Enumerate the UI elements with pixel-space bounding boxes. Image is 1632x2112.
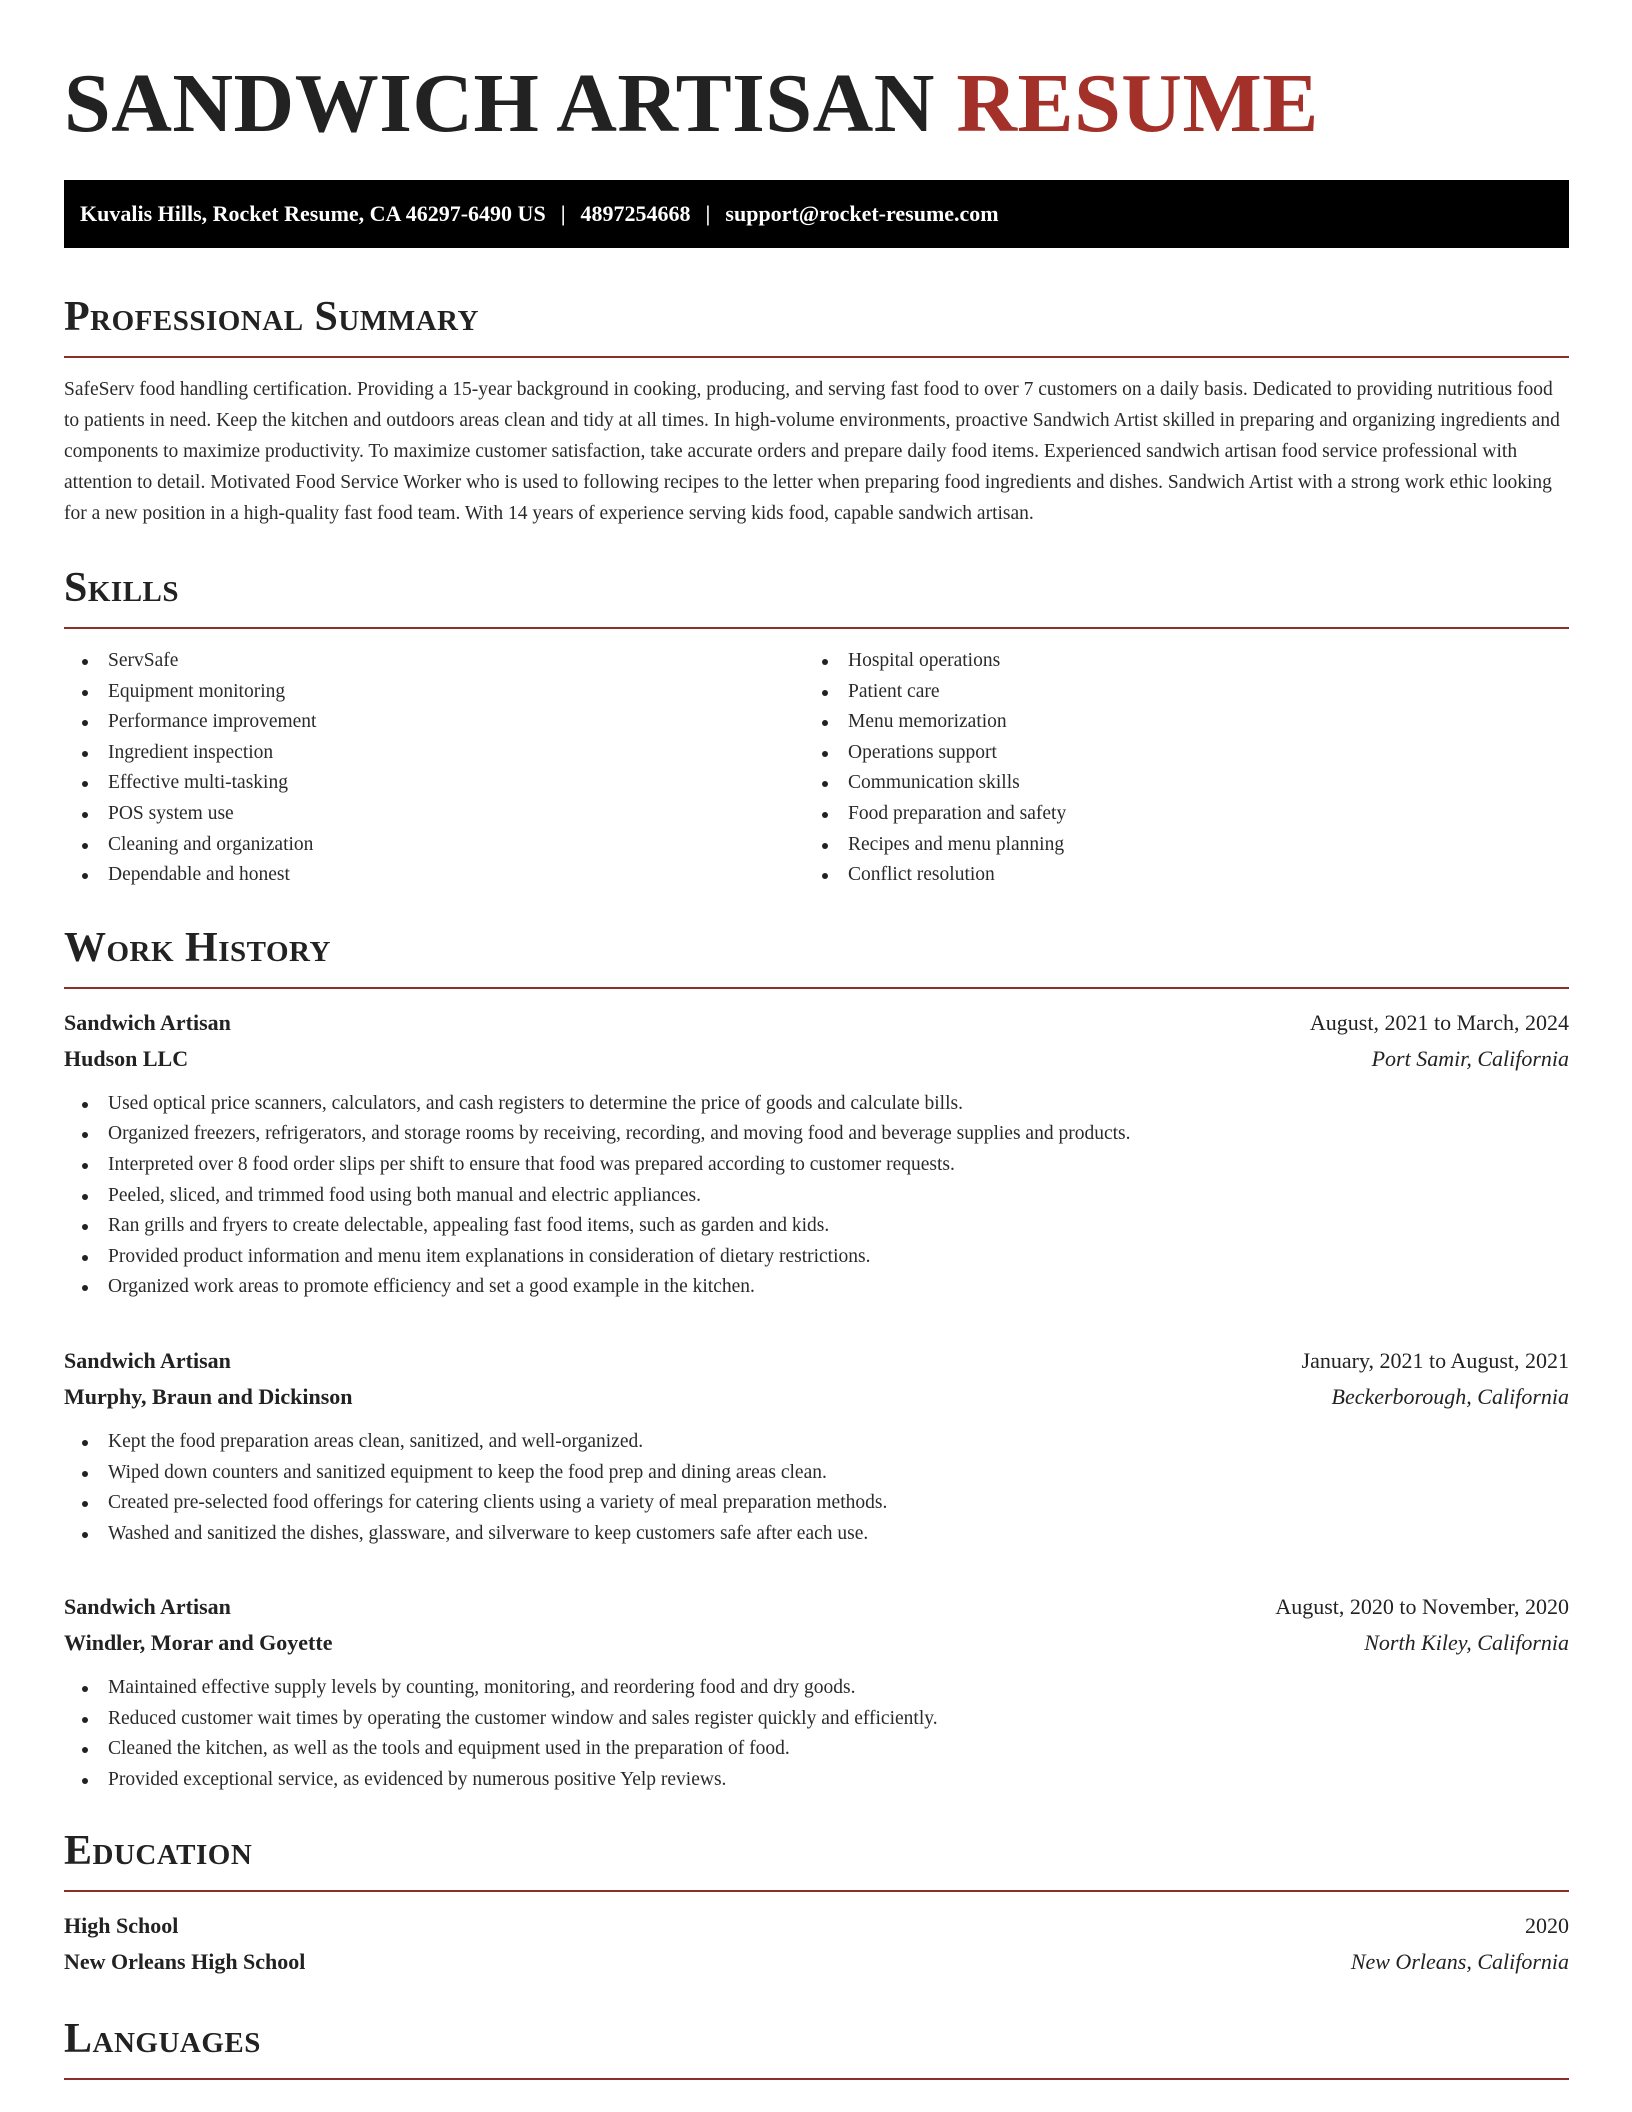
summary-text: SafeServ food handling certification. Providing a 15-year background in cooking, producing, and serving fast food to over 7 customers on a daily basis. Dedicated to providing nutritious food to patients in need. Keep the kitchen and outdoors areas clean and tidy at all times. In high-volume environments, proactive Sandwich Artist skilled in preparing and organizing ingredients and components to maximize productivity. To maximize customer satisfaction, take accurate orders and prepare daily food items. Experienced sandwich artisan food service professional with attention to detail. Motivated Food Service Worker who is used to following recipes to the letter when preparing food ingredients and dishes. Sandwich Artist with a strong work ethic looking for a new position in a high-quality fast food team. With 14 years of experience serving kids food, capable sandwich artisan. (64, 379, 1560, 524)
duty-item: Peeled, sliced, and trimmed food using both manual and electric appliances. (64, 1181, 1569, 1212)
duty-item: Interpreted over 8 food order slips per shift to ensure that food was prepared according to customer requests. (64, 1150, 1569, 1181)
skill-item: Food preparation and safety (804, 799, 1544, 830)
duty-item: Ran grills and fryers to create delectable, appealing fast food items, such as garden and kids. (64, 1211, 1569, 1242)
skill-item: Menu memorization (804, 707, 1544, 738)
job-duties (64, 1089, 1569, 1303)
job-company: Hudson LLC (64, 1045, 189, 1071)
job-duties (64, 1673, 1569, 1795)
skill-item: Equipment monitoring (64, 677, 804, 708)
duty-item: Provided product information and menu item explanations in consideration of dietary restrictions. (64, 1242, 1569, 1273)
job-role: Sandwich Artisan (64, 1347, 231, 1373)
duty-item: Maintained effective supply levels by counting, monitoring, and reordering food and dry goods. (64, 1673, 1569, 1704)
duty-item: Used optical price scanners, calculators, and cash registers to determine the price of goods and calculate bills. (64, 1089, 1569, 1120)
resume-page (64, 0, 1569, 2080)
duty-item: Provided exceptional service, as evidenced by numerous positive Yelp reviews. (64, 1765, 1569, 1796)
skills-section (64, 563, 1569, 891)
education-year: 2020 (1525, 1912, 1569, 1938)
duty-item: Created pre-selected food offerings for catering clients using a variety of meal preparation methods. (64, 1488, 1569, 1519)
job-dates: August, 2020 to November, 2020 (1275, 1594, 1569, 1620)
languages-section (64, 2014, 1569, 2080)
duty-item: Cleaned the kitchen, as well as the tools and equipment used in the preparation of food. (64, 1734, 1569, 1765)
job-company: Windler, Morar and Goyette (64, 1630, 333, 1656)
education-degree: High School (64, 1912, 179, 1938)
job-dates: August, 2021 to March, 2024 (1309, 1009, 1569, 1035)
skill-item: POS system use (64, 799, 804, 830)
job-dates: January, 2021 to August, 2021 (1301, 1347, 1569, 1373)
duty-item: Kept the food preparation areas clean, sanitized, and well-organized. (64, 1427, 1569, 1458)
section-divider (64, 356, 1569, 358)
section-divider (64, 2078, 1569, 2080)
skill-item: ServSafe (64, 646, 804, 677)
skill-item: Operations support (804, 738, 1544, 769)
skill-item: Recipes and menu planning (804, 830, 1544, 861)
skill-item: Dependable and honest (64, 860, 804, 891)
languages-heading: Languages (64, 2015, 261, 2062)
section-divider (64, 987, 1569, 989)
job-duties (64, 1427, 1569, 1549)
skills-heading: Skills (64, 565, 180, 611)
job-location: Port Samir, California (1371, 1045, 1569, 1071)
education-entry (64, 1908, 1569, 1980)
skill-item: Hospital operations (804, 646, 1544, 677)
duty-item: Wiped down counters and sanitized equipment to keep the food prep and dining areas clean. (64, 1458, 1569, 1489)
skill-item: Effective multi-tasking (64, 768, 804, 799)
work-history-section (64, 923, 1569, 1796)
contact-phone: 4897254668 (580, 201, 691, 226)
title-name: SANDWICH ARTISAN (64, 57, 935, 150)
skill-item: Cleaning and organization (64, 830, 804, 861)
contact-bar (64, 180, 1569, 248)
job-entry (64, 1589, 1569, 1795)
skills-list-right (804, 646, 1544, 891)
skill-item: Conflict resolution (804, 860, 1544, 891)
education-location: New Orleans, California (1350, 1948, 1569, 1974)
duty-item: Organized work areas to promote efficiency and set a good example in the kitchen. (64, 1272, 1569, 1303)
work-history-heading: Work History (64, 924, 331, 971)
summary-heading: Professional Summary (64, 294, 479, 340)
duty-item: Reduced customer wait times by operating the customer window and sales register quickly and efficiently. (64, 1704, 1569, 1735)
job-entry (64, 1005, 1569, 1303)
skill-item: Communication skills (804, 768, 1544, 799)
skills-columns (64, 646, 1569, 891)
contact-separator: | (705, 201, 711, 226)
contact-separator: | (560, 201, 566, 226)
title-resume-word: RESUME (956, 57, 1319, 150)
section-divider (64, 627, 1569, 629)
education-section (64, 1826, 1569, 1980)
duty-item: Organized freezers, refrigerators, and storage rooms by receiving, recording, and moving food and beverage supplies and products. (64, 1119, 1569, 1150)
resume-title (64, 56, 1569, 152)
skills-list-left (64, 646, 804, 891)
job-location: North Kiley, California (1364, 1630, 1569, 1656)
section-divider (64, 1890, 1569, 1892)
job-role: Sandwich Artisan (64, 1594, 231, 1620)
summary-section (64, 292, 1569, 529)
job-role: Sandwich Artisan (64, 1009, 231, 1035)
job-location: Beckerborough, California (1331, 1383, 1569, 1409)
skill-item: Ingredient inspection (64, 738, 804, 769)
skill-item: Patient care (804, 677, 1544, 708)
contact-address: Kuvalis Hills, Rocket Resume, CA 46297-6490 US (80, 201, 546, 226)
job-entry (64, 1343, 1569, 1549)
education-school: New Orleans High School (64, 1948, 306, 1974)
job-company: Murphy, Braun and Dickinson (64, 1383, 353, 1409)
skill-item: Performance improvement (64, 707, 804, 738)
education-heading: Education (64, 1827, 253, 1874)
duty-item: Washed and sanitized the dishes, glassware, and silverware to keep customers safe after each use. (64, 1519, 1569, 1550)
contact-email: support@rocket-resume.com (725, 201, 999, 226)
